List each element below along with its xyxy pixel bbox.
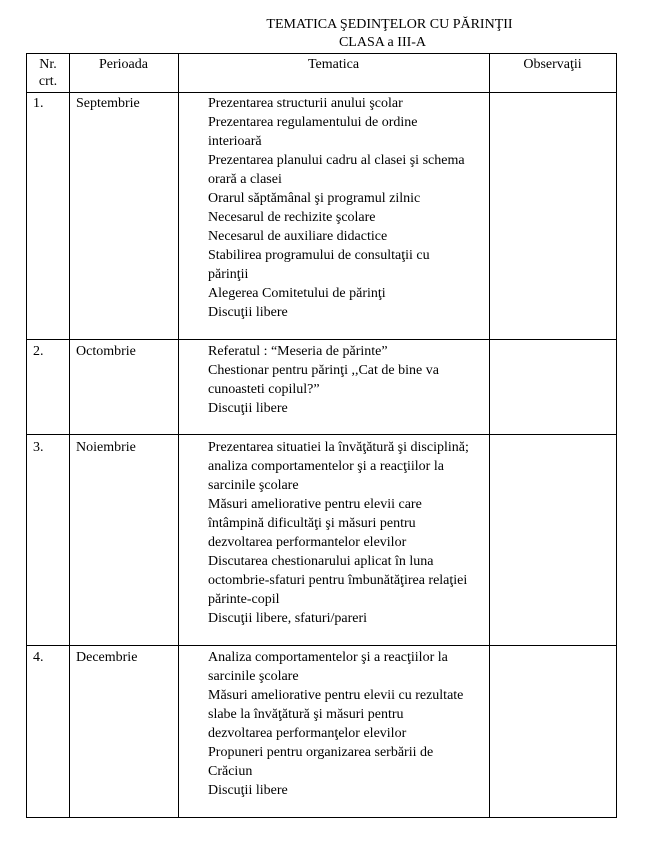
header-nr-crt: Nr. crt. (38, 57, 58, 89)
row-divider (27, 645, 616, 646)
row-4-period: Decembrie (76, 650, 138, 665)
document-title: TEMATICA ŞEDINŢELOR CU PĂRINŢII (266, 17, 513, 32)
header-tematica: Tematica (307, 57, 360, 72)
row-divider (27, 434, 616, 435)
row-1-period: Septembrie (76, 96, 140, 111)
row-3-period: Noiembrie (76, 440, 136, 455)
row-divider (27, 339, 616, 340)
row-1-number: 1. (33, 96, 44, 111)
column-divider (178, 54, 179, 817)
document-subtitle: CLASA a III-A (338, 35, 427, 50)
row-2-period: Octombrie (76, 344, 136, 359)
schedule-table (26, 53, 617, 818)
row-3-number: 3. (33, 440, 44, 455)
column-divider (69, 54, 70, 817)
row-1-topics: Prezentarea structurii anului şcolar Prezentarea regulamentului de ordine interioară Prezentarea planului cadru al clasei şi schema orară a clasei Orarul săptămânal şi programul zilnic Necesarul de rechizite şcolare Necesarul de auxiliare didactice Stabilirea programului de consultaţii cu părinţii Alegerea Comitetului de părinţi Discuţii libere (208, 96, 465, 320)
row-4-number: 4. (33, 650, 44, 665)
header-observatii: Observaţii (523, 57, 582, 72)
row-2-topics: Referatul : “Meseria de părinte” Chestionar pentru părinţi ,,Cat de bine va cunoasteti copilul?” Discuţii libere (208, 344, 439, 416)
row-4-topics: Analiza comportamentelor şi a reacţiilor la sarcinile şcolare Măsuri ameliorative pentru elevii cu rezultate slabe la învăţătură şi măsuri pentru dezvoltarea performanţelor elevilor Propuneri pentru organizarea serbării de Crăciun Discuţii libere (208, 650, 464, 798)
row-3-topics: Prezentarea situatiei la învăţătură şi disciplină; analiza comportamentelor şi a reacţiilor la sarcinile şcolare Măsuri ameliorative pentru elevii care întâmpină dificultăţi şi măsuri pentru dezvoltarea performantelor elevilor Discutarea chestionarului aplicat în luna octombrie-sfaturi pentru îmbunătăţirea relaţiei părinte-copil Discuţii libere, sfaturi/pareri (208, 440, 469, 626)
column-divider (489, 54, 490, 817)
row-divider (27, 92, 616, 93)
header-perioada: Perioada (99, 57, 148, 72)
row-2-number: 2. (33, 344, 44, 359)
